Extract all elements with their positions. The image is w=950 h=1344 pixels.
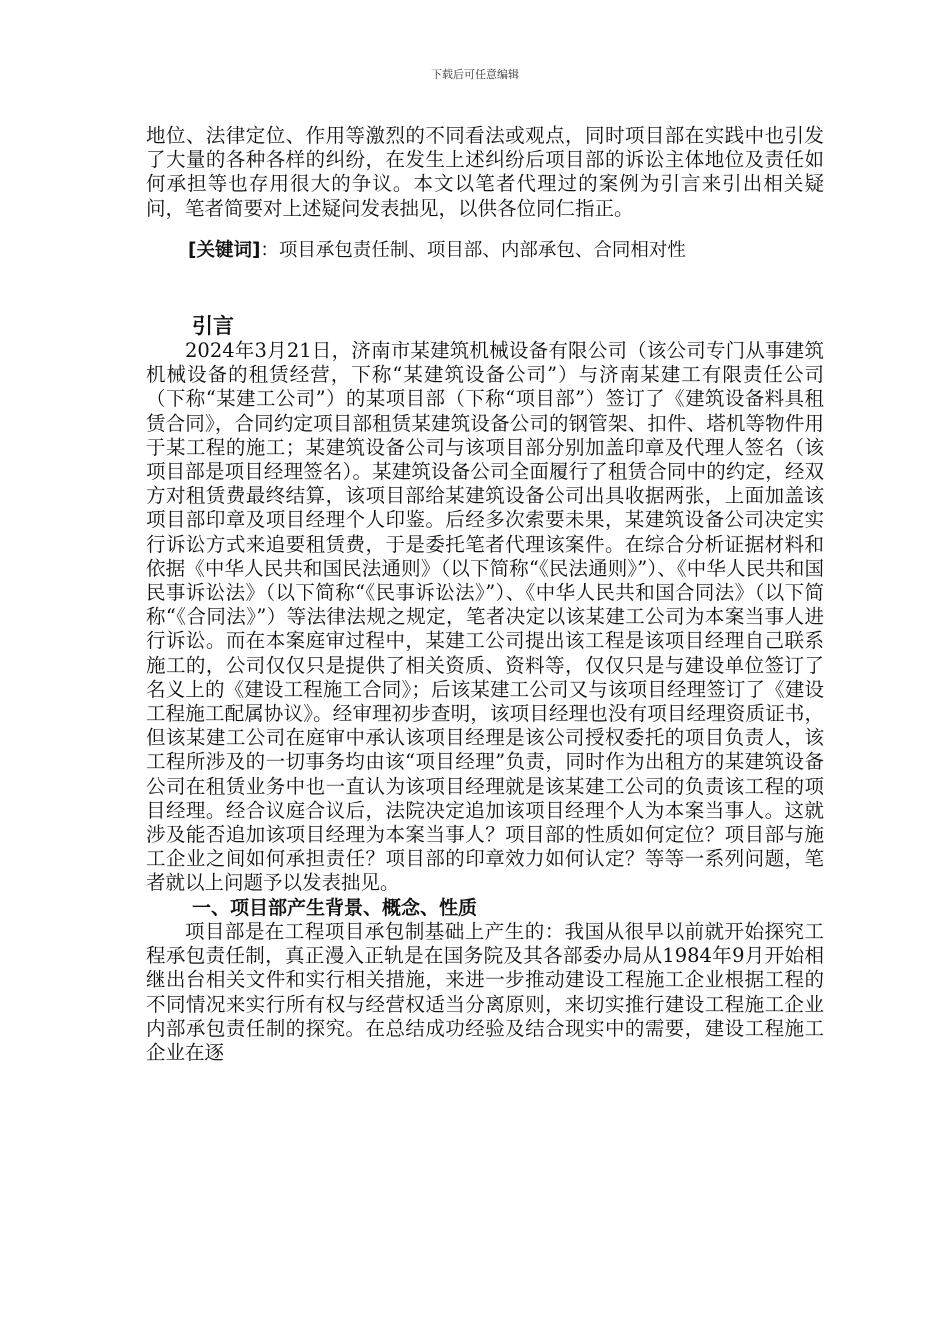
document-body <box>146 124 824 1065</box>
intro-paragraph: 2024年3月21日，济南市某建筑机械设备有限公司（该公司专门从事建筑机械设备的租赁经营，下称“某建筑设备公司”）与济南某建工有限责任公司（下称“某建工公司”）的某项目部（下称“项目部”）签订了《建筑设备料具租赁合同》，合同约定项目部租赁某建筑设备公司的钢管架、扣件、塔机等物件用于某工程的施工；某建筑设备公司与该项目部分别加盖印章及代理人签名（该项目部是项目经理签名）。某建筑设备公司全面履行了租赁合同中的约定，经双方对租赁费最终结算，该项目部给某建筑设备公司出具收据两张，上面加盖该项目部印章及项目经理个人印鉴。后经多次索要未果，某建筑设备公司决定实行诉讼方式来追要租赁费，于是委托笔者代理该案件。在综合分析证据材料和依据《中华人民共和国民法通则》（以下简称“《民法通则》”）、《中华人民共和国民事诉讼法》（以下简称“《民事诉讼法》”）、《中华人民共和国合同法》（以下简称“《合同法》”）等法律法规之规定，笔者决定以该某建工公司为本案当事人进行诉讼。而在本案庭审过程中，某建工公司提出该工程是该项目经理自己联系施工的，公司仅仅只是提供了相关资质、资料等，仅仅只是与建设单位签订了名义上的《建设工程施工合同》；后该某建工公司又与该项目经理签订了《建设工程施工配属协议》。经审理初步查明，该项目经理也没有项目经理资质证书，但该某建工公司在庭审中承认该项目经理是该公司授权委托的项目负责人，该工程所涉及的一切事务均由该“项目经理”负责，同时作为出租方的某建筑设备公司在租赁业务中也一直认为该项目经理就是该某建工公司的负责该工程的项目经理。经合议庭合议后，法院决定追加该项目经理个人为本案当事人。这就涉及能否追加该项目经理为本案当事人？项目部的性质如何定位？项目部与施工企业之间如何承担责任？项目部的印章效力如何认定？等等一系列问题，笔者就以上问题予以发表拙见。 <box>146 339 824 895</box>
section-one-heading: 一、项目部产生背景、概念、性质 <box>192 896 478 919</box>
keywords-text: ：项目承包责任制、项目部、内部承包、合同相对性 <box>260 239 686 261</box>
keywords-label: [关键词] <box>188 239 261 261</box>
section-one-paragraph: 项目部是在工程项目承包制基础上产生的：我国从很早以前就开始探究工程承包责任制，真正漫入正轨是在国务院及其各部委办局从1984年9月开始相继出台相关文件和实行相关措施，来进一步推动建设工程施工企业根据工程的不同情况来实行所有权与经营权适当分离原则，来切实推行建设工程施工企业内部承包责任制的探究。在总结成功经验及结合现实中的需要，建设工程施工企业在逐 <box>146 919 824 1064</box>
intro-heading: 引言 <box>192 314 234 339</box>
abstract-tail-paragraph: 地位、法律定位、作用等激烈的不同看法或观点，同时项目部在实践中也引发了大量的各种各样的纠纷，在发生上述纠纷后项目部的诉讼主体地位及责任如何承担等也存用很大的争议。本文以笔者代理过的案例为引言来引出相关疑问，笔者简要对上述疑问发表拙见，以供各位同仁指正。 <box>146 124 824 220</box>
page-header-note: 下载后可任意编辑 <box>431 68 519 81</box>
keywords-line <box>146 239 824 263</box>
